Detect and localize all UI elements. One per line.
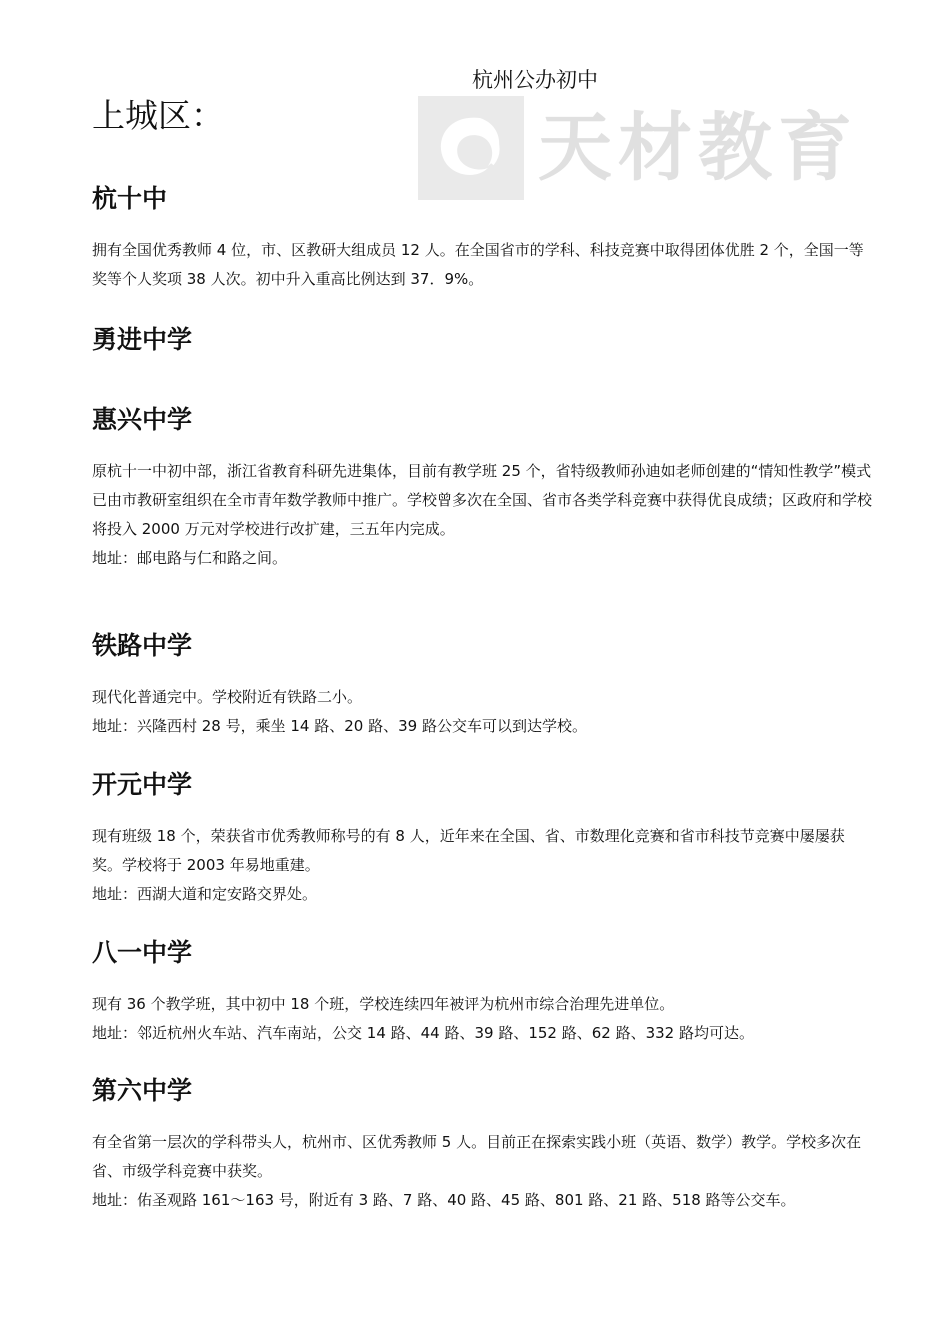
school-address: 地址：邻近杭州火车站、汽车南站，公交 14 路、44 路、39 路、152 路、62 路、332 路均可达。 — [92, 1024, 754, 1042]
school-section — [92, 1074, 872, 1215]
school-section — [92, 403, 872, 629]
district-heading: 上城区： — [92, 96, 224, 135]
school-description: 拥有全国优秀教师 4 位，市、区教研大组成员 12 人。在全国省市的学科、科技竞赛中取得团体优胜 2 个，全国一等奖等个人奖项 38 人次。初中升入重高比例达到 37．9%。 — [92, 241, 864, 288]
school-section — [92, 323, 872, 403]
school-name: 惠兴中学 — [92, 405, 193, 434]
school-name: 勇进中学 — [92, 325, 193, 354]
school-description: 现有 36 个教学班，其中初中 18 个班，学校连续四年被评为杭州市综合治理先进单位。 — [92, 995, 675, 1013]
school-description: 有全省第一层次的学科带头人，杭州市、区优秀教师 5 人。目前正在探索实践小班（英语、数学）教学。学校多次在省、市级学科竞赛中获奖。 — [92, 1133, 862, 1180]
school-description: 原杭十一中初中部，浙江省教育科研先进集体，目前有教学班 25 个，省特级教师孙迪如老师创建的“情知性教学”模式已由市教研室组织在全市青年数学教师中推广。学校曾多次在全国、省市各类学科竞赛中获得优良成绩；区政府和学校将投入 2000 万元对学校进行改扩建，三五年内完成。 — [92, 462, 873, 538]
school-list — [92, 182, 872, 1215]
school-section — [92, 629, 872, 768]
school-name: 第六中学 — [92, 1076, 193, 1105]
school-name: 开元中学 — [92, 770, 193, 799]
page-title: 杭州公办初中 — [472, 68, 598, 92]
school-address: 地址：邮电路与仁和路之间。 — [92, 549, 288, 567]
school-name: 八一中学 — [92, 938, 193, 967]
school-section — [92, 936, 872, 1074]
watermark-text: 天材教育 — [538, 105, 858, 191]
school-name: 杭十中 — [92, 184, 168, 213]
school-description: 现代化普通完中。学校附近有铁路二小。 — [92, 688, 363, 706]
school-description: 现有班级 18 个，荣获省市优秀教师称号的有 8 人，近年来在全国、省、市数理化竞赛和省市科技节竞赛中屡屡获奖。学校将于 2003 年易地重建。 — [92, 827, 845, 874]
school-address: 地址：兴隆西村 28 号，乘坐 14 路、20 路、39 路公交车可以到达学校。 — [92, 717, 587, 735]
school-name: 铁路中学 — [92, 631, 193, 660]
school-address: 地址：佑圣观路 161～163 号，附近有 3 路、7 路、40 路、45 路、801 路、21 路、518 路等公交车。 — [92, 1191, 796, 1209]
school-address: 地址：西湖大道和定安路交界处。 — [92, 885, 318, 903]
school-section — [92, 768, 872, 936]
school-section — [92, 182, 872, 323]
